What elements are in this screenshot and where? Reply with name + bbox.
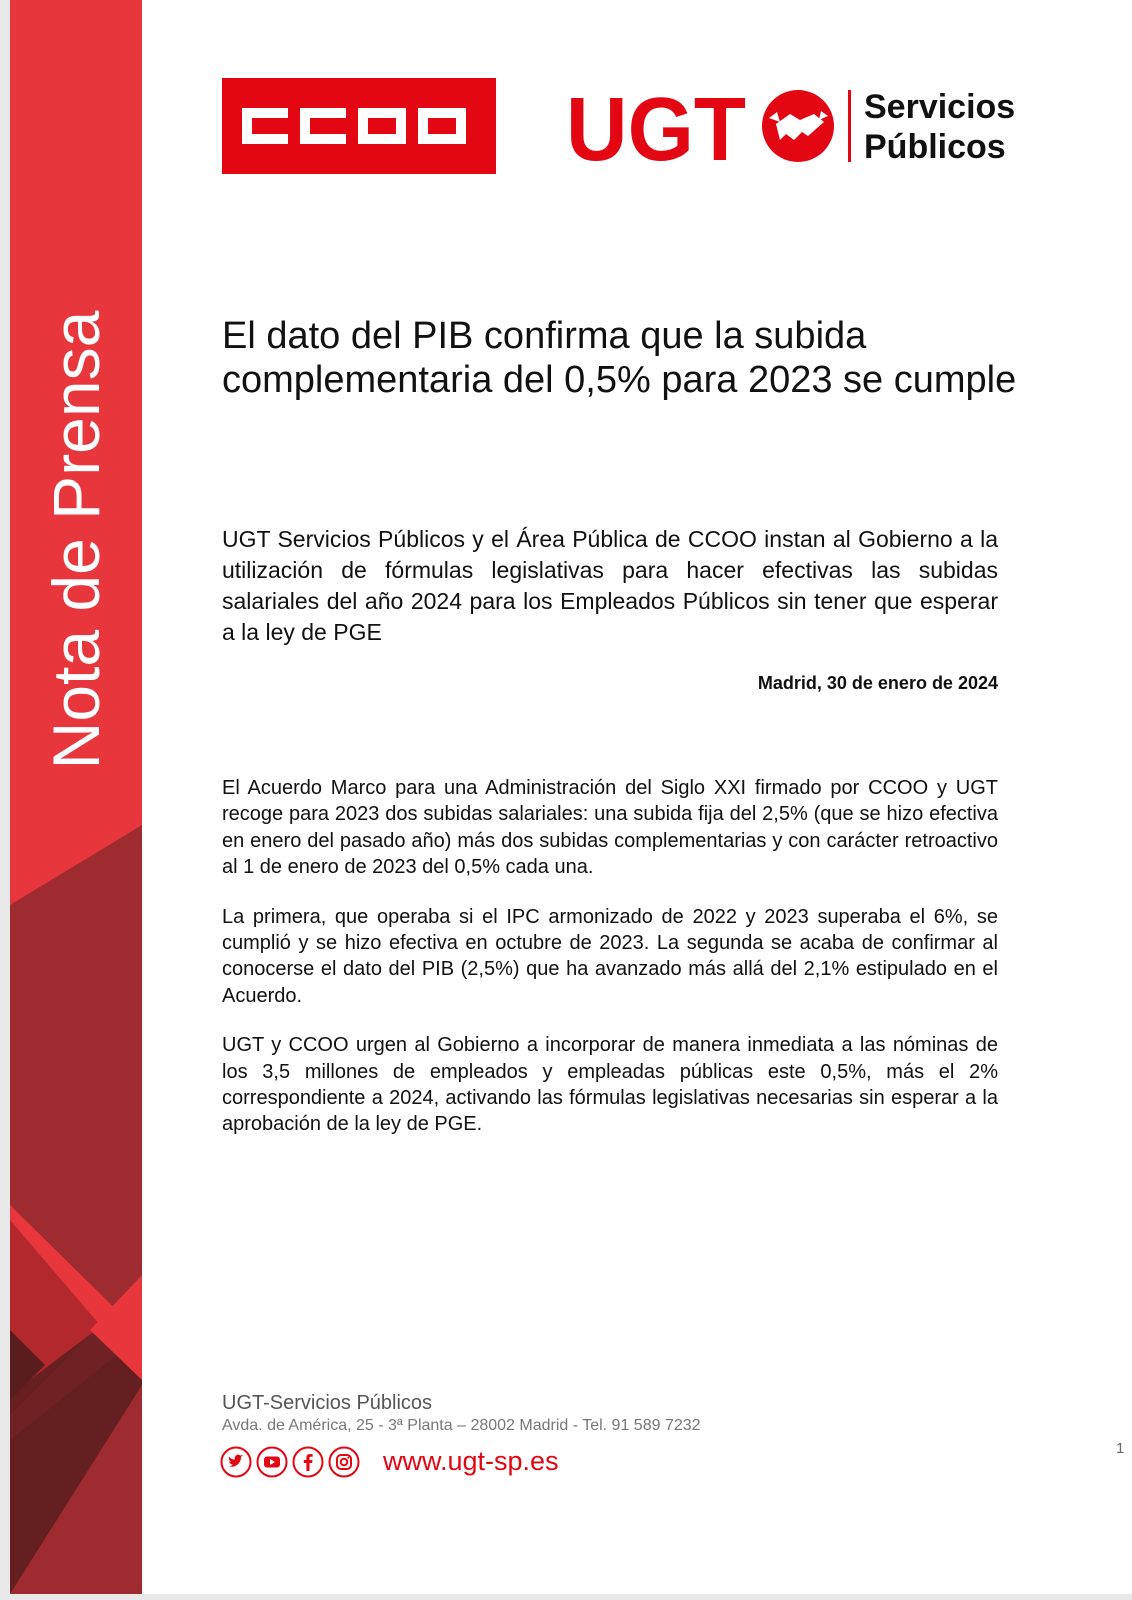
body-paragraph: La primera, que operaba si el IPC armonizado de 2022 y 2023 superaba el 6%, se cumplió y se hizo efectiva en octubre de 2023. La segunda se acaba de confirmar al conocerse el dato del PIB (2,5%) que ha avanzado más allá del 2,1% estipulado en el Acuerdo. — [222, 905, 998, 1007]
nota-de-prensa-label: Nota de Prensa — [39, 310, 113, 770]
release-date: Madrid, 30 de enero de 2024 — [757, 673, 998, 693]
facebook-icon[interactable] — [292, 1446, 324, 1478]
handshake-icon — [762, 90, 834, 162]
sidebar-band — [10, 0, 142, 1594]
servicios-text: Servicios — [864, 88, 1016, 126]
twitter-icon[interactable] — [220, 1446, 252, 1478]
publicos-text: Públicos — [864, 128, 1006, 166]
social-links — [220, 1446, 360, 1478]
footer-org-name: UGT-Servicios Públicos — [222, 1392, 433, 1414]
website-link[interactable]: www.ugt-sp.es — [383, 1446, 559, 1476]
youtube-icon[interactable] — [256, 1446, 288, 1478]
ugt-logo — [566, 84, 1054, 176]
press-release-subtitle: UGT Servicios Públicos y el Área Pública de CCOO instan al Gobierno a la utilización de fórmulas legislativas para hacer efectivas las subidas salariales del año 2024 para los Empleados Públicos sin tener que esperar a la ley de PGE — [222, 526, 998, 645]
instagram-icon[interactable] — [328, 1446, 360, 1478]
ugt-wordmark: UGT — [566, 84, 747, 176]
sidebar-background — [10, 0, 142, 1594]
press-release-body — [222, 775, 998, 1161]
footer-address: Avda. de América, 25 - 3ª Planta – 28002 Madrid - Tel. 91 589 7232 — [222, 1417, 701, 1434]
press-release-title: El dato del PIB confirma que la subida complementaria del 0,5% para 2023 se cumple — [222, 315, 1017, 401]
body-paragraph: El Acuerdo Marco para una Administración del Siglo XXI firmado por CCOO y UGT recoge para 2023 dos subidas salariales: una subida fija del 2,5% (que se hizo efectiva en enero del pasado año) más dos subidas complementarias y con carácter retroactivo al 1 de enero de 2023 del 0,5% cada una. — [222, 777, 998, 879]
body-paragraph: UGT y CCOO urgen al Gobierno a incorporar de manera inmediata a las nóminas de los 3,5 millones de empleados y empleadas públicas este 0,5%, más el 2% correspondiente a 2024, activando las fórmulas legislativas necesarias sin esperar a la aprobación de la ley de PGE. — [222, 1034, 998, 1136]
page-number: 1 — [1116, 1440, 1125, 1457]
ccoo-logo — [222, 78, 496, 174]
document-page — [10, 0, 1132, 1594]
